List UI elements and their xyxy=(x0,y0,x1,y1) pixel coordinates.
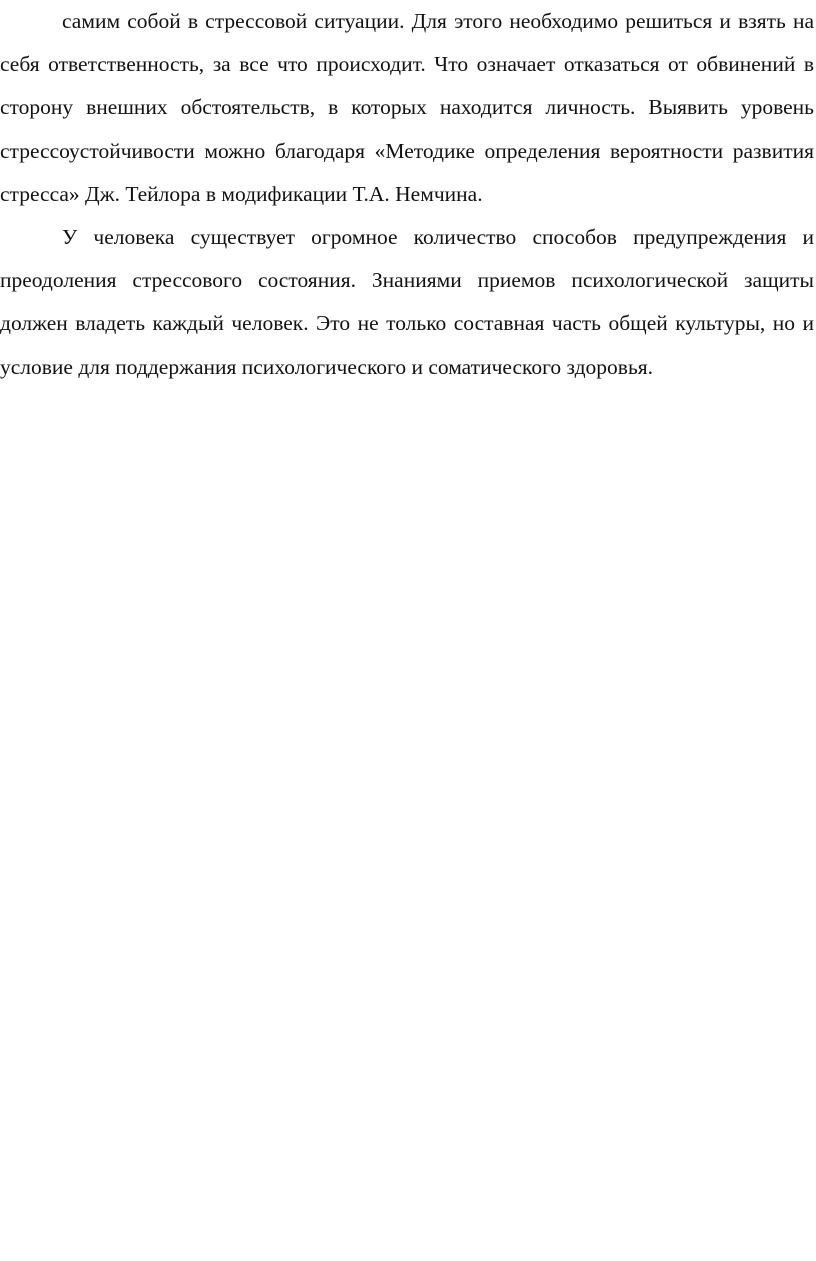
paragraph-stress-prevention: У человека существует огромное количество способов предупреждения и преодоления стрессового состояния. Знаниями приемов психологической защиты должен владеть каждый человек. Это не только составная часть общей культуры, но и условие для поддержания психологического и соматического здоровья. xyxy=(0,225,814,379)
paragraph-continuation: самим собой в стрессовой ситуации. Для этого необходимо решиться и взять на себя ответственность, за все что происходит. Что означает отказаться от обвинений в сторону внешних обстоятельств, в которых находится личность. Выявить уровень стрессоустойчивости можно благодаря «Методике определения вероятности развития стресса» Дж. Тейлора в модификации Т.А. Немчина. xyxy=(0,9,814,206)
document-body xyxy=(0,0,814,389)
